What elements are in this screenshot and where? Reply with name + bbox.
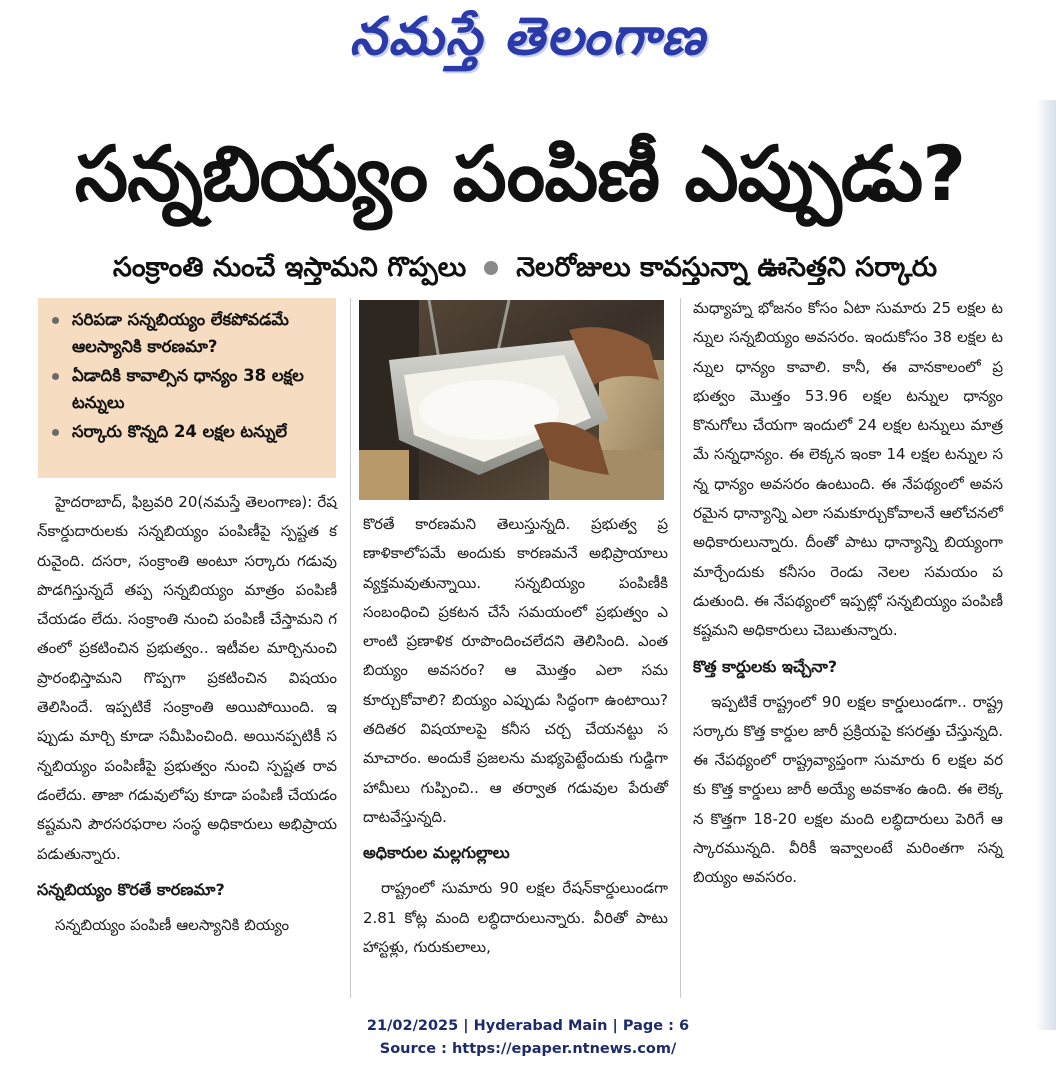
body-paragraph: ఇప్పటికే రాష్ట్రంలో 90 లక్షల కార్డులుండగా.. రాష్ట్ర సర్కారు కొత్త కార్డుల జారీ ప్రక్రియపై కసరత్తు చేస్తున్నది. ఈ నేపథ్యంలో రాష్ట్రవ్యాప్తంగా సుమారు 6 లక్షల వరకు కొత్త కార్డులు జారీ అయ్యే అవకాశం ఉంది. ఈ లెక్కన కొత్తగా 18-20 లక్షల మంది లబ్ధిదారులు పెరిగే ఆస్కారమున్నది. వీరికీ ఇవ్వాలంటే మరింతగా సన్నబియ్యం అవసరం.	[693, 692, 1003, 887]
column-divider	[350, 298, 351, 998]
body-paragraph: రాష్ట్రంలో సుమారు 90 లక్షల రేషన్‌కార్డులుండగా 2.81 కోట్ల మంది లబ్ధిదారులున్నారు. వీరితో పాటు హాస్టళ్లు, గురుకులాలు,	[363, 879, 668, 956]
highlight-item: సరిపడా సన్నబియ్యం లేకపోవడమే ఆలస్యానికి కారణమా?	[52, 306, 326, 360]
article-subhead	[30, 246, 1020, 290]
article-headline: సన్నబియ్యం పంపిణీ ఎప్పుడు?	[74, 129, 966, 218]
rice-weighing-photo	[359, 300, 664, 500]
article-column-1	[37, 488, 337, 988]
highlight-item: సర్కారు కొన్నది 24 లక్షల టన్నులే	[52, 418, 326, 445]
masthead-logo: నమస్తే తెలంగాణ	[349, 6, 707, 67]
body-paragraph: కొరతే కారణమని తెలుస్తున్నది. ప్రభుత్వ ప్రణాళికాలోపమే అందుకు కారణమనే అభిప్రాయాలు వ్యక్తమవుతున్నాయి. సన్నబియ్యం పంపిణీకి సంబంధించి ప్రకటన చేసే సమయంలో ప్రభుత్వం ఎలాంటి ప్రణాళిక రూపొందించలేదని తెలిసింది. ఎంత బియ్యం అవసరం? ఆ మొత్తం ఎలా సమకూర్చుకోవాలి? బియ్యం ఎప్పుడు సిద్ధంగా ఉంటాయి? తదితర విషయాలపై కనీస చర్చ చేయనట్టు సమాచారం. అందుకే ప్రజలను మభ్యపెట్టేందుకు గుడ్డిగా హామీలు గుప్పించి.. ఆ తర్వాత గడువుల పేరుతో దాటవేస్తున్నది.	[363, 515, 668, 826]
bullet-icon	[484, 261, 498, 275]
section-heading: సన్నబియ్యం కొరతే కారణమా?	[37, 879, 225, 899]
highlights-box	[38, 298, 336, 478]
footer-source-link[interactable]: Source : https://epaper.ntnews.com/	[379, 1041, 677, 1057]
body-paragraph: సన్నబియ్యం పంపిణీ ఆలస్యానికి బియ్యం	[55, 915, 290, 934]
page-edge-shadow	[1036, 100, 1056, 1030]
article-column-3	[693, 294, 1003, 1014]
footer-edition-info: 21/02/2025 | Hyderabad Main | Page : 6	[366, 1018, 690, 1034]
body-paragraph: మధ్యాహ్న భోజనం కోసం ఏటా సుమారు 25 లక్షల టన్నుల సన్నబియ్యం అవసరం. ఇందుకోసం 38 లక్షల టన్నుల ధాన్యం కావాలి. కానీ, ఈ వానకాలంలో ప్రభుత్వం మొత్తం 53.96 లక్షల టన్నుల ధాన్యం కొనుగోలు చేయగా ఇందులో 24 లక్షల టన్నులు మాత్రమే సన్నధాన్యం. ఈ లెక్కన ఇంకా 14 లక్షల టన్నుల సన్న ధాన్యం అవసరం ఉంటుంది. ఈ నేపథ్యంలో అవసరమైన ధాన్యాన్ని ఎలా సమకూర్చుకోవాలనే ఆలోచనలో అధికారులున్నారు. దీంతో పాటు ధాన్యాన్ని బియ్యంగా మార్చేందుకు కనీసం రెండు నెలల సమయం పడుతుంది. ఈ నేపథ్యంలో ఇప్పట్లో సన్నబియ్యం పంపిణీ కష్టమని అధికారులు చెబుతున్నారు.	[693, 299, 1003, 640]
body-paragraph: హైదరాబాద్, ఫిబ్రవరి 20(నమస్తే తెలంగాణ): రేషన్‌కార్డుదారులకు సన్నబియ్యం పంపిణీపై స్పష్టత కరువైంది. దసరా, సంక్రాంతి అంటూ సర్కారు గడువు పొడగిస్తున్నదే తప్ప సన్నబియ్యం మాత్రం పంపిణీ చేయడం లేదు. సంక్రాంతి నుంచి పంపిణీ చేస్తామని గతంలో ప్రకటించిన ప్రభుత్వం.. ఇటీవల మార్చినుంచి ప్రారంభిస్తామని గొప్పగా ప్రకటించిన విషయం తెలిసిందే. ఇప్పటికే సంక్రాంతి అయిపోయింది. ఇప్పుడు మార్చి కూడా సమీపించింది. అయినప్పటికీ సన్నబియ్యం పంపిణీపై ప్రభుత్వం నుంచి స్పష్టత రావడంలేదు. తాజా గడువులోపు కూడా పంపిణీ చేయడం కష్టమని పౌరసరఫరాల సంస్థ అధికారులు అభిప్రాయపడుతున్నారు.	[37, 493, 337, 863]
subhead-right: నెలరోజులు కావస్తున్నా ఊసెత్తని సర్కారు	[516, 252, 938, 283]
section-heading: అధికారుల మల్లగుల్లాలు	[363, 843, 510, 863]
subhead-left: సంక్రాంతి నుంచే ఇస్తామని గొప్పలు	[112, 252, 467, 283]
rice-photo-illustration	[359, 300, 664, 500]
section-heading: కొత్త కార్డులకు ఇచ్చేనా?	[693, 656, 838, 676]
column-divider	[680, 298, 681, 998]
highlight-item: ఏడాదికి కావాల్సిన ధాన్యం 38 లక్షల టన్నులు	[52, 362, 326, 416]
article-column-2	[363, 510, 668, 1010]
